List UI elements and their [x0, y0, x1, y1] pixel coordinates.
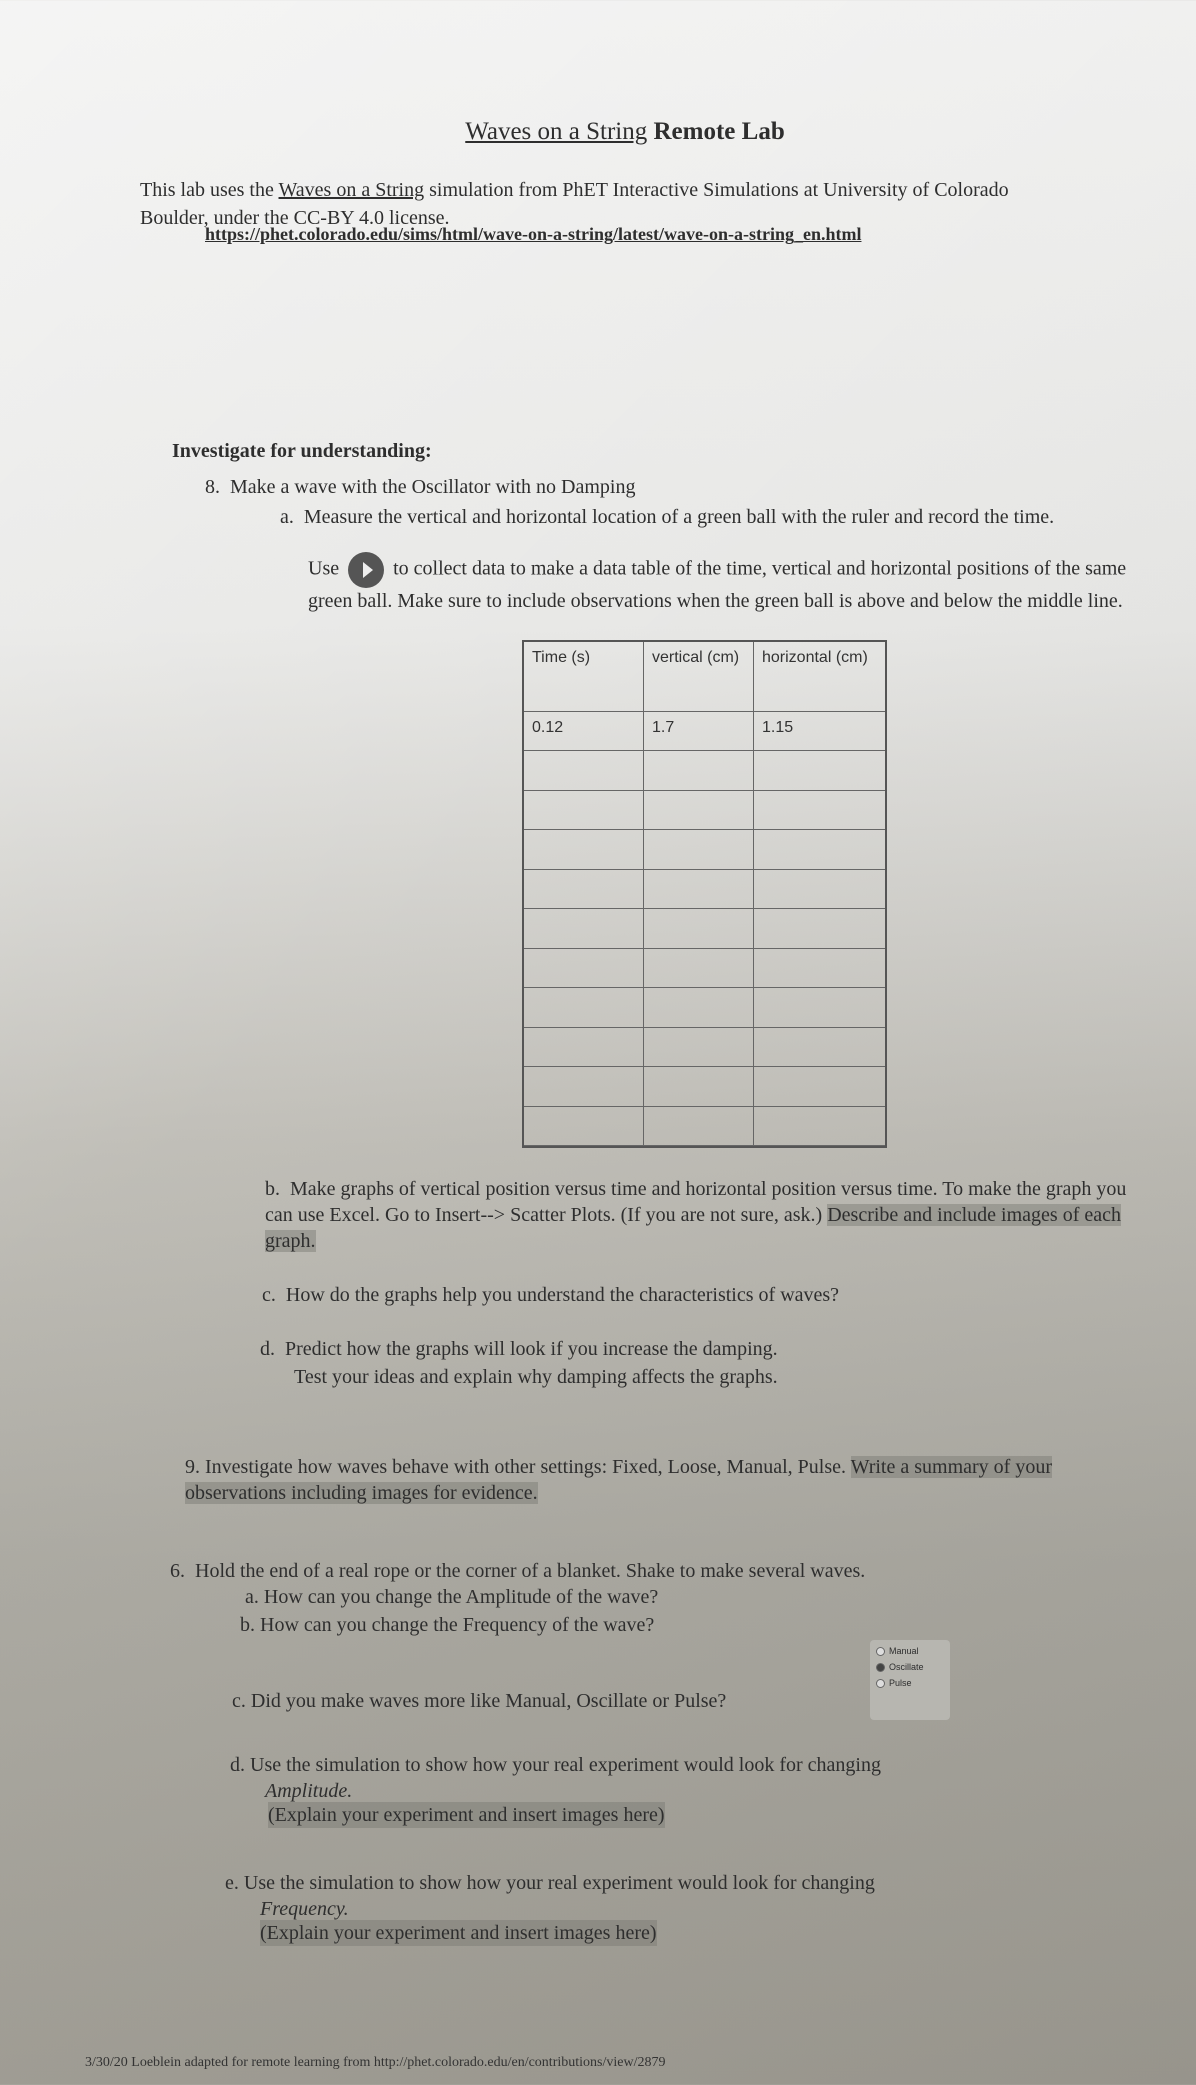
radio-manual-dot: [876, 1647, 885, 1656]
intro-text-1: This lab uses the: [140, 179, 279, 201]
table-cell: 1.15: [754, 712, 885, 751]
q8b-highlight: Describe and include images of each graph.: [265, 1204, 1121, 1252]
radio-oscillate[interactable]: [876, 1662, 944, 1672]
q6: [170, 1558, 865, 1584]
table-cell: [644, 909, 754, 948]
q9-highlight: Write a summary of your observations including images for evidence.: [185, 1456, 1052, 1504]
q8d-line2: Test your ideas and explain why damping affects the graphs.: [294, 1366, 778, 1388]
table-cell: [524, 751, 644, 790]
table-cell: [644, 988, 754, 1027]
radio-manual[interactable]: [876, 1646, 944, 1656]
q8-label: 8.: [205, 476, 220, 498]
table-cell: [524, 909, 644, 948]
table-cell: [644, 751, 754, 790]
q6e: e. Use the simulation to show how your real experiment would look for changing: [225, 1872, 875, 1894]
q9: [185, 1454, 1155, 1506]
section-heading: Investigate for understanding:: [172, 440, 432, 462]
table-cell: [644, 1107, 754, 1146]
table-cell: [754, 751, 885, 790]
table-header-cell: vertical (cm): [644, 642, 754, 712]
q6a: a. How can you change the Amplitude of the wave?: [245, 1586, 659, 1608]
q6e-highlight: (Explain your experiment and insert images here): [260, 1922, 657, 1944]
table-cell: [524, 791, 644, 830]
q6d: d. Use the simulation to show how your real experiment would look for changing: [230, 1754, 881, 1776]
footer-credit: 3/30/20 Loeblein adapted for remote learning from http://phet.colorado.edu/en/contributions/view/2879: [85, 2055, 666, 2070]
radio-oscillate-label: Oscillate: [889, 1662, 924, 1672]
q6e-word: Frequency.: [260, 1898, 349, 1920]
table-cell: [524, 1107, 644, 1146]
intro-sim-link[interactable]: Waves on a String: [278, 179, 425, 201]
q8d-label: d.: [260, 1338, 275, 1360]
q6-label: 6.: [170, 1560, 185, 1582]
table-cell: [754, 909, 885, 948]
q6d-word: Amplitude.: [265, 1780, 353, 1802]
table-cell: [524, 1028, 644, 1067]
table-header-cell: horizontal (cm): [754, 642, 885, 712]
q8c: [262, 1282, 839, 1308]
q8c-label: c.: [262, 1284, 276, 1306]
q6d-highlight: (Explain your experiment and insert images here): [268, 1804, 665, 1826]
radio-pulse-dot: [876, 1679, 885, 1688]
data-table: [522, 640, 887, 1148]
q6b: b. How can you change the Frequency of the wave?: [240, 1614, 655, 1636]
table-cell: 1.7: [644, 712, 754, 751]
table-header-cell: Time (s): [524, 642, 644, 712]
q8a: [280, 504, 1140, 530]
q9-text: Investigate how waves behave with other settings: Fixed, Loose, Manual, Pulse.: [205, 1456, 846, 1478]
table-cell: [754, 1067, 885, 1106]
wave-mode-radio-panel: [870, 1640, 950, 1720]
q8c-text: How do the graphs help you understand the characteristics of waves?: [285, 1284, 840, 1306]
table-cell: [644, 791, 754, 830]
intro-text-2: simulation from PhET Interactive Simulations at University of Colorado Boulder, under the CC-BY 4.0 license.: [140, 179, 1009, 229]
use-after-text: to collect data to make a data table of the time, vertical and horizontal positions of the same green ball. Make sure to include observations when the green ball is above and below the middle line.: [308, 557, 1127, 612]
use-text: Use: [308, 557, 340, 580]
q8a-label: a.: [280, 506, 294, 528]
q8d-text: Predict how the graphs will look if you increase the damping.: [285, 1338, 778, 1360]
table-cell: [754, 1107, 885, 1146]
table-cell: [524, 870, 644, 909]
table-cell: [754, 791, 885, 830]
q6c: c. Did you make waves more like Manual, Oscillate or Pulse?: [232, 1690, 727, 1712]
radio-pulse-label: Pulse: [889, 1678, 912, 1688]
table-cell: [644, 870, 754, 909]
q8b-text: Make graphs of vertical position versus time and horizontal position versus time. To make the graph you can use Excel. Go to Insert--> Scatter Plots. (If you are not sure, ask.): [265, 1178, 1127, 1226]
table-cell: [754, 830, 885, 869]
title-link: Waves on a String: [465, 118, 648, 145]
sim-url-link[interactable]: https://phet.colorado.edu/sims/html/wave-on-a-string/latest/wave-on-a-string_en.html: [205, 224, 862, 244]
table-cell: 0.12: [524, 712, 644, 751]
q9-label: 9.: [185, 1456, 200, 1478]
table-cell: [644, 830, 754, 869]
title-suffix: Remote Lab: [647, 118, 785, 145]
table-cell: [754, 949, 885, 988]
table-cell: [754, 870, 885, 909]
q8a-text: Measure the vertical and horizontal location of a green ball with the ruler and record the time.: [303, 506, 1055, 528]
table-cell: [754, 988, 885, 1027]
radio-manual-label: Manual: [889, 1646, 919, 1656]
q8b: [265, 1176, 1145, 1254]
table-cell: [524, 1067, 644, 1106]
table-cell: [524, 949, 644, 988]
table-cell: [524, 830, 644, 869]
table-cell: [644, 949, 754, 988]
q8d: [260, 1336, 778, 1362]
q6-text: Hold the end of a real rope or the corner of a blanket. Shake to make several waves.: [195, 1560, 866, 1582]
table-cell: [644, 1028, 754, 1067]
table-cell: [644, 1067, 754, 1106]
play-step-icon: [348, 552, 384, 588]
q8-use-instructions: [308, 552, 1158, 614]
q8b-label: b.: [265, 1178, 280, 1200]
table-cell: [524, 988, 644, 1027]
radio-oscillate-dot: [876, 1663, 885, 1672]
radio-pulse[interactable]: [876, 1678, 944, 1688]
q8-text: Make a wave with the Oscillator with no Damping: [230, 476, 636, 498]
q8: [205, 474, 635, 500]
table-cell: [754, 1028, 885, 1067]
page-title: [0, 118, 1196, 146]
